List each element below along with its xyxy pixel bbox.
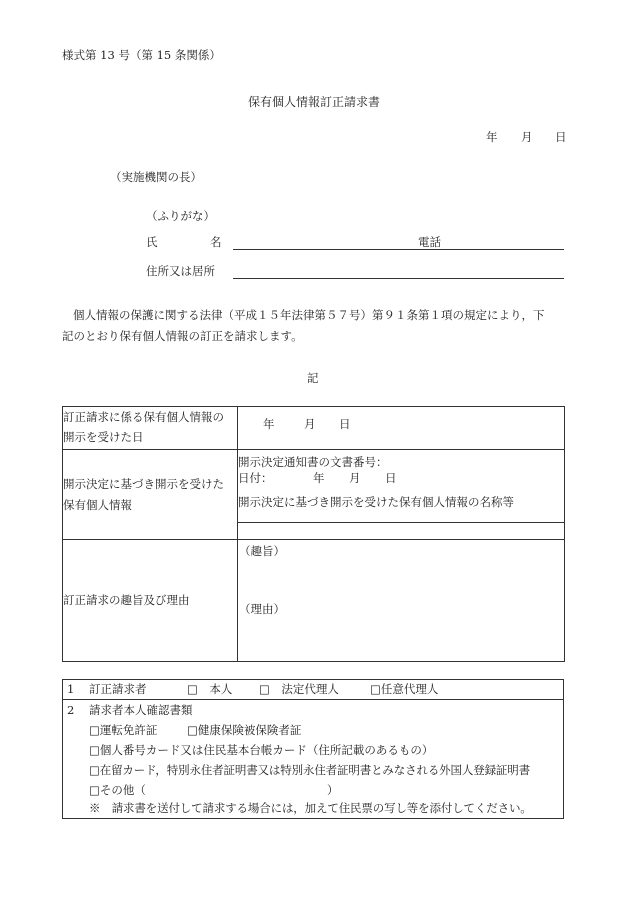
statute-paragraph-line2: 記のとおり保有個人情報の訂正を請求します。 <box>62 329 303 343</box>
disclosed-info-value-cell[interactable] <box>238 450 565 540</box>
disclosed-info-label-cell <box>63 450 238 540</box>
table-row <box>63 450 565 540</box>
purpose-reason-label: 訂正請求の趣旨及び理由 <box>63 593 190 608</box>
identity-docs-label: 請求者本人確認書類 <box>89 703 193 717</box>
name-label-second: 名 <box>210 235 222 249</box>
requester-label: 訂正請求者 <box>89 682 147 696</box>
address-field-line[interactable] <box>233 278 564 279</box>
addressee: （実施機関の長） <box>110 170 202 184</box>
row2-year-label: 年 <box>313 471 325 486</box>
option-voluntary-rep-checkbox[interactable]: □任意代理人 <box>370 682 439 696</box>
row2-date-line <box>238 472 564 492</box>
statute-paragraph-line1: 個人情報の保護に関する法律（平成１５年法律第５７号）第９１条第１項の規定により，下 <box>73 308 545 322</box>
item2-number: 2 <box>67 703 75 717</box>
disclosure-date-label-line1: 訂正請求に係る保有個人情報の <box>63 410 224 424</box>
table-row <box>63 540 565 662</box>
table-row <box>63 407 565 450</box>
disclosure-date-label-line2: 開示を受けた日 <box>63 430 144 445</box>
row1-day-label: 日 <box>339 417 351 431</box>
other-doc-checkbox[interactable]: □その他（ <box>89 783 146 797</box>
form-number: 様式第 13 号（第 15 条関係） <box>62 48 221 62</box>
option-self-checkbox[interactable]: □ 本人 <box>187 682 233 696</box>
drivers-license-checkbox[interactable]: □運転免許証 <box>89 723 158 737</box>
purpose-reason-value-cell[interactable] <box>238 540 565 662</box>
purpose-label: （趣旨） <box>239 544 285 558</box>
identity-docs-row <box>63 700 563 818</box>
document-title: 保有個人情報訂正請求書 <box>248 95 381 109</box>
mynumber-card-checkbox[interactable]: □個人番号カード又は住民基本台帳カード（住所記載のあるもの） <box>89 743 434 757</box>
date-month-label: 月 <box>521 130 533 144</box>
request-details-table <box>62 406 565 662</box>
name-label-first: 氏 <box>146 235 158 249</box>
option-legal-rep-checkbox[interactable]: □ 法定代理人 <box>259 682 339 696</box>
name-field-line[interactable] <box>233 249 564 250</box>
row2-date-label: 日付： <box>238 471 273 486</box>
doc-number-label: 開示決定通知書の文書番号： <box>238 455 388 469</box>
health-insurance-checkbox[interactable]: □健康保険被保険者証 <box>187 723 302 737</box>
other-doc-close-paren: ） <box>327 783 339 797</box>
disclosure-date-value-cell[interactable] <box>238 407 565 450</box>
mail-request-note: ※ 請求書を送付して請求する場合には，加えて住民票の写し等を添付してください。 <box>89 801 532 815</box>
disclosed-info-label-line1: 開示決定に基づき開示を受けた <box>63 477 224 492</box>
address-label: 住所又は居所 <box>146 264 215 278</box>
row1-month-label: 月 <box>304 417 316 431</box>
residence-card-checkbox[interactable]: □在留カード，特別永住者証明書又は特別永住者証明書とみなされる外国人登録証明書 <box>89 763 530 777</box>
requester-info-box <box>62 679 564 819</box>
row2-month-label: 月 <box>349 471 361 486</box>
purpose-reason-label-cell <box>63 540 238 662</box>
disclosure-date-label-cell <box>63 407 238 450</box>
reason-label: （理由） <box>239 602 285 616</box>
item1-number: 1 <box>67 682 75 696</box>
disclosed-info-label-line2: 保有個人情報 <box>63 497 132 512</box>
disclosed-info-upper <box>238 450 564 523</box>
disclosed-info-name-label: 開示決定に基づき開示を受けた保有個人情報の名称等 <box>238 495 514 510</box>
date-year-label: 年 <box>486 130 498 144</box>
row1-year-label: 年 <box>263 417 275 431</box>
date-day-label: 日 <box>555 130 567 144</box>
ki-heading: 記 <box>307 371 319 385</box>
furigana-label: （ふりがな） <box>146 209 215 223</box>
requester-type-row <box>63 680 563 700</box>
row2-day-label: 日 <box>385 471 397 486</box>
phone-label: 電話 <box>418 235 441 249</box>
